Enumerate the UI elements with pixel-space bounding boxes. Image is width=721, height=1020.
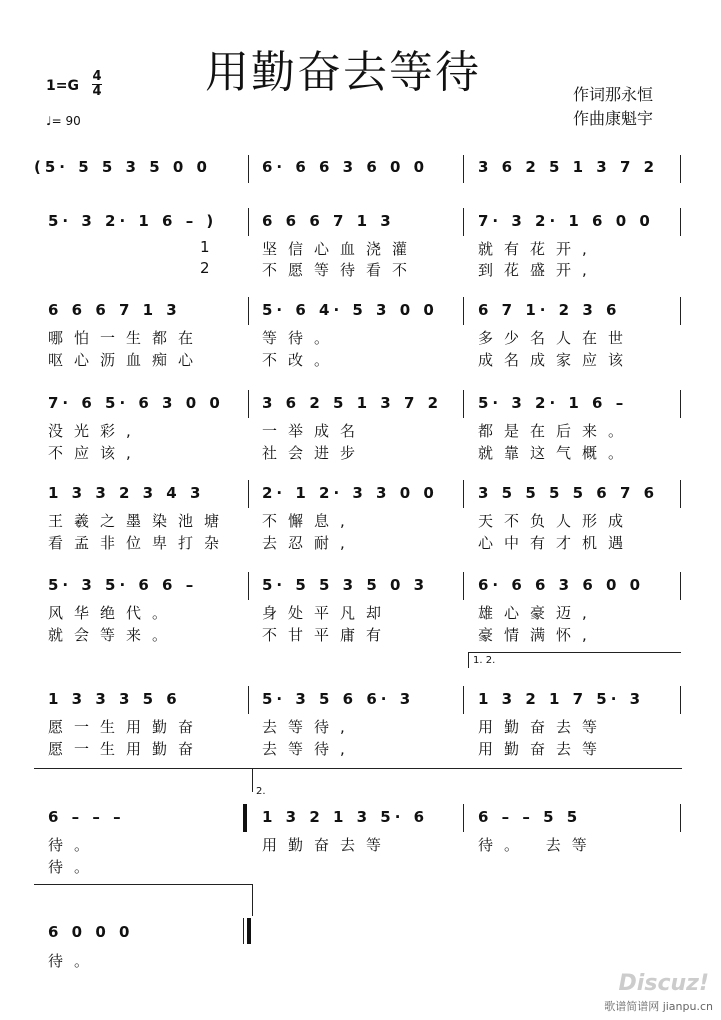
lyric-line: 没光彩, (48, 422, 142, 440)
measure-notes: 3 5 5 5 5 6 7 6 (478, 484, 659, 502)
volta-label: 2. (256, 786, 266, 797)
bar-line (463, 686, 464, 714)
lyric-line: 天不负人形成 (478, 512, 635, 530)
lyric-line: 等待。 (262, 329, 341, 347)
bar-line (248, 208, 249, 236)
lyric-line: 呕心沥血痴心 (48, 351, 205, 369)
measure-notes: 7· 6 5· 6 3 0 0 (48, 394, 224, 412)
lyric-line: 不应该, (48, 444, 142, 462)
lyric-line: 用勤奋去等 (478, 718, 609, 736)
measure-notes: 5· 3 2· 1 6 – ) (48, 212, 218, 230)
lyric-line: 都是在后来。 (478, 422, 635, 440)
lyric-line: 雄心豪迈, (478, 604, 598, 622)
measure-notes: 3 6 2 5 1 3 7 2 (478, 158, 659, 176)
volta-separator (34, 768, 682, 769)
measure-notes: (5· 5 5 3 5 0 0 (34, 158, 211, 176)
measure-notes: 6 – – 5 5 (478, 808, 582, 826)
lyric-line: 多少名人在世 (478, 329, 635, 347)
lyric-line: 不甘平庸有 (262, 626, 393, 644)
lyric-line: 愿一生用勤奋 (48, 740, 205, 758)
lyric-line: 社会进步 (262, 444, 367, 462)
measure-notes: 1 3 2 1 3 5· 6 (262, 808, 429, 826)
lyric-line: 就有花开, (478, 240, 598, 258)
bar-line (463, 572, 464, 600)
volta-bracket (252, 768, 253, 792)
bar-line (463, 155, 464, 183)
lyric-line: 身处平凡却 (262, 604, 393, 622)
volta-bracket (468, 652, 469, 668)
bar-line (680, 297, 681, 325)
volta-bracket (34, 884, 252, 885)
bar-line (680, 572, 681, 600)
bar-line (248, 297, 249, 325)
bar-line (248, 390, 249, 418)
bar-line (463, 480, 464, 508)
verse-number: 1 (200, 238, 221, 256)
lyric-line: 用勤奋去等 (262, 836, 393, 854)
final-bar-thick (247, 918, 251, 944)
verse-number: 2 (200, 259, 221, 277)
lyric-line: 用勤奋去等 (478, 740, 609, 758)
measure-notes: 6 – – – (48, 808, 125, 826)
lyric-line: 愿一生用勤奋 (48, 718, 205, 736)
lyric-line: 去忍耐, (262, 534, 356, 552)
measure-notes: 6 7 1· 2 3 6 (478, 301, 621, 319)
watermark-logo: Discuz! (618, 971, 709, 996)
lyric-line: 不懈息, (262, 512, 356, 530)
volta-bracket (252, 884, 253, 916)
measure-notes: 1 3 3 3 5 6 (48, 690, 181, 708)
measure-notes: 6· 6 6 3 6 0 0 (478, 576, 645, 594)
measure-notes: 6· 6 6 3 6 0 0 (262, 158, 429, 176)
lyric-line: 待。 (48, 858, 101, 876)
measure-notes: 6 6 6 7 1 3 (262, 212, 395, 230)
measure-notes: 1 3 3 2 3 4 3 (48, 484, 205, 502)
final-bar-thin (243, 918, 244, 944)
measure-notes: 3 6 2 5 1 3 7 2 (262, 394, 443, 412)
measure-notes: 5· 6 4· 5 3 0 0 (262, 301, 438, 319)
meter-top: 4 (92, 69, 102, 84)
lyric-line: 待。 (48, 952, 101, 970)
measure-notes: 6 6 6 7 1 3 (48, 301, 181, 319)
volta-label: 1. 2. (473, 655, 496, 666)
lyricist-credit: 作词那永恒 (573, 85, 654, 104)
measure-notes: 7· 3 2· 1 6 0 0 (478, 212, 654, 230)
measure-notes: 6 0 0 0 (48, 923, 134, 941)
lyric-line: 豪情满怀, (478, 626, 598, 644)
measure-notes: 2· 1 2· 3 3 0 0 (262, 484, 438, 502)
measure-notes: 1 3 2 1 7 5· 3 (478, 690, 645, 708)
bar-line (680, 686, 681, 714)
lyric-line: 去等待, (262, 740, 356, 758)
bar-line (680, 390, 681, 418)
lyric-line: 风华绝代。 (48, 604, 179, 622)
lyric-line: 不改。 (262, 351, 341, 369)
lyric-line: 就会等来。 (48, 626, 179, 644)
lyric-line: 到花盛开, (478, 261, 598, 279)
meter-bottom: 4 (92, 84, 102, 99)
lyric-line: 一举成名 (262, 422, 367, 440)
lyric-line: 看孟非位卑打杂 (48, 534, 231, 552)
bar-line (680, 804, 681, 832)
measure-notes: 5· 5 5 3 5 0 3 (262, 576, 429, 594)
bar-line (463, 208, 464, 236)
tempo-marking: ♩= 90 (46, 114, 81, 128)
bar-line (248, 155, 249, 183)
lyric-line: 心中有才机遇 (478, 534, 635, 552)
repeat-bar (243, 804, 247, 832)
lyric-line: 去等待, (262, 718, 356, 736)
composer-credit: 作曲康魁宇 (573, 109, 654, 128)
bar-line (680, 480, 681, 508)
lyric-line: 待。 (48, 836, 101, 854)
watermark-text: 歌谱简谱网 jianpu.cn (604, 1000, 713, 1013)
lyric-line: 成名成家应该 (478, 351, 635, 369)
bar-line (680, 155, 681, 183)
time-signature (92, 70, 102, 99)
bar-line (248, 686, 249, 714)
bar-line (248, 572, 249, 600)
lyric-line: 待。 去等 (478, 836, 598, 854)
bar-line (463, 390, 464, 418)
bar-line (248, 480, 249, 508)
bar-line (463, 804, 464, 832)
key-signature: 1=G (46, 78, 79, 94)
lyric-line: 王羲之墨染池塘 (48, 512, 231, 530)
lyric-line: 就靠这气概。 (478, 444, 635, 462)
volta-bracket (468, 652, 681, 653)
lyric-line: 不愿等待看不 (262, 261, 419, 279)
measure-notes: 5· 3 5 6 6· 3 (262, 690, 415, 708)
measure-notes: 5· 3 2· 1 6 – (478, 394, 628, 412)
lyric-line: 哪怕一生都在 (48, 329, 205, 347)
bar-line (463, 297, 464, 325)
bar-line (680, 208, 681, 236)
song-title: 用勤奋去等待 (205, 47, 481, 98)
lyric-line: 坚信心血浇灌 (262, 240, 419, 258)
measure-notes: 5· 3 5· 6 6 – (48, 576, 198, 594)
